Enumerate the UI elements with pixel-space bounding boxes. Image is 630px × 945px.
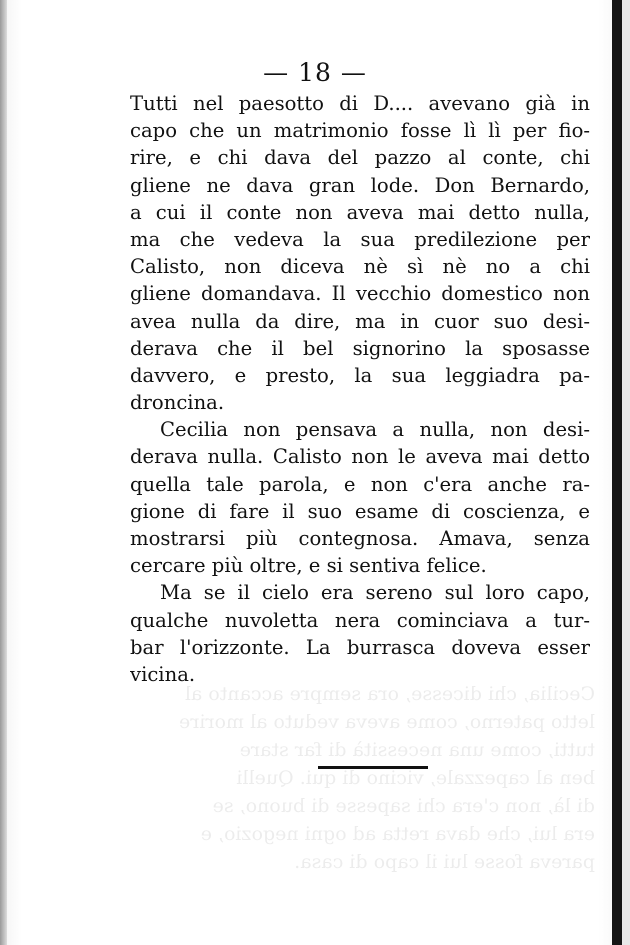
text-line: gliene domandava. Il vecchio domestico non [130,282,590,306]
section-divider-rule [318,766,428,769]
text-line: Calisto, non diceva nè sì nè no a chi [130,255,590,279]
text-line: derava nulla. Calisto non le aveva mai detto [130,445,590,469]
text-line: droncina. [130,391,225,415]
page-left-edge-shadow [0,0,7,945]
text-line: Tutti nel paesotto di D.... avevano già in [130,92,590,115]
reverse-side-bleed-through: Cecilia, chi dicesse, ora sempre accanto al letto paterno, come aveva veduto al morire tutti, come una necessità di far stare ben al capezzale, vicino di qui. Quelli di là, non c'era chi sapesse di buono, se era lui, che dava retta ad ogni negozio, e pareva fosse lui il capo di casa. [179,683,595,873]
text-line: vicina. [130,662,196,686]
text-line: quella tale parola, e non c'era anche ra- [130,472,590,496]
text-line: qualche nuvoletta nera cominciava a tur- [130,608,590,632]
text-line: Cecilia non pensava a nulla, non desi- [160,418,590,442]
text-line: Ma se il cielo era sereno sul loro capo, [160,581,590,605]
page-number: — 18 — [263,58,367,87]
page-right-margin [622,0,630,945]
text-line: gliene ne dava gran lode. Don Bernardo, [130,173,590,197]
text-line: rire, e chi dava del pazzo al conte, chi [130,146,590,170]
body-text [130,90,590,688]
text-line: a cui il conte non aveva mai detto nulla, [130,200,590,224]
text-line: mostrarsi più contegnosa. Amava, senza [130,527,590,550]
text-line: avea nulla da dire, ma in cuor suo desi- [130,309,590,333]
text-line: bar l'orizzonte. La burrasca doveva esser [130,635,590,659]
text-line: davvero, e presto, la sua leggiadra pa- [130,363,590,387]
text-line: derava che il bel signorino la sposasse [130,336,590,360]
text-line: ma che vedeva la sua predilezione per [130,227,590,251]
text-line: capo che un matrimonio fosse lì lì per fio- [130,119,590,143]
text-line: cercare più oltre, e si sentiva felice. [130,554,487,578]
text-line: gione di fare il suo esame di coscienza, e [130,499,590,523]
page-binding-edge [612,0,622,945]
